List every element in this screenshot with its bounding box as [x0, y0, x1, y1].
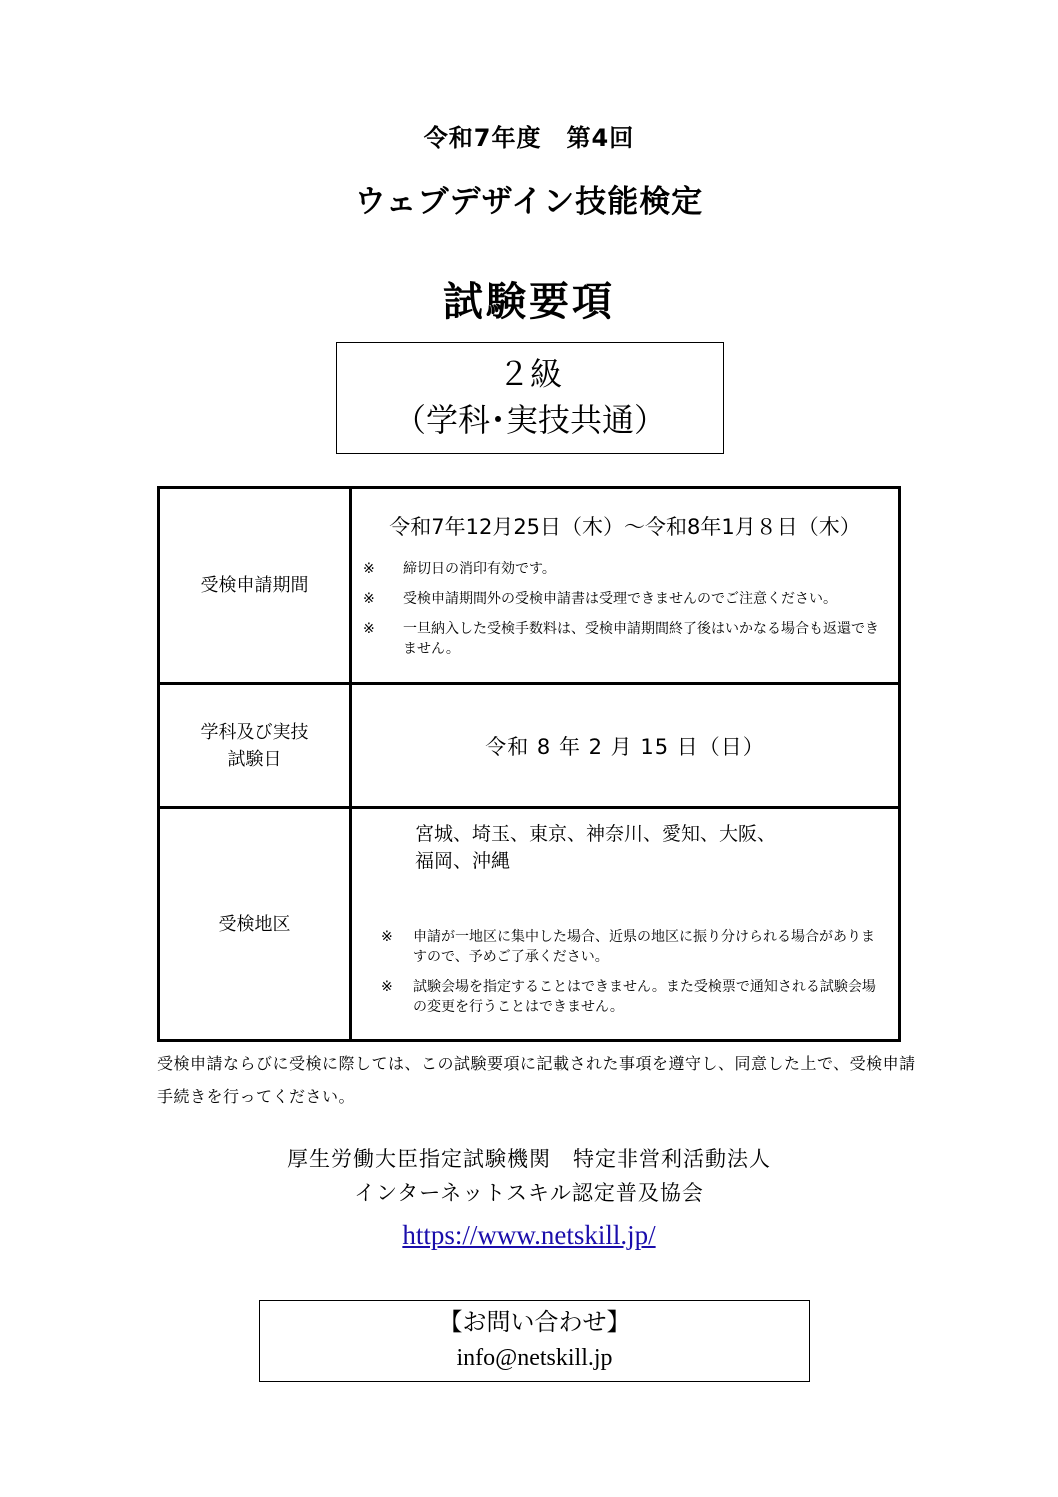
- application-period-dates: 令和7年12月25日（木）～令和8年1月８日（木）: [389, 514, 861, 539]
- note-text: 一旦納入した受検手数料は、受検申請期間終了後はいかなる場合も返還できません。: [403, 620, 879, 657]
- table-row-application: [159, 488, 900, 684]
- website-url-wrapper: [0, 1220, 1058, 1251]
- application-note: [363, 559, 883, 579]
- year-round-heading: 令和7年度 第4回: [423, 124, 635, 152]
- note-text: 申請が一地区に集中した場合、近県の地区に振り分けられる場合がありますので、予めご了承ください。: [413, 929, 875, 965]
- grade-box: [336, 342, 724, 454]
- table-row-areas: [159, 808, 900, 1041]
- areas-line2: 福岡、沖縄: [415, 850, 511, 872]
- document-title: 試験要項: [443, 279, 615, 325]
- note-text: 試験会場を指定することはできません。また受検票で通知される試験会場の変更を行うことはできません。: [413, 979, 876, 1015]
- areas-line1: 宮城、埼玉、東京、神奈川、愛知、大阪、: [415, 823, 777, 845]
- grade-label: ２級: [497, 355, 562, 393]
- exam-areas-cell: [351, 808, 900, 1041]
- contact-box: [259, 1300, 810, 1382]
- disclaimer-text: 受検申請ならびに受検に際しては、この試験要項に記載された事項を遵守し、同意した上で、受検申請手続きを行ってください。: [157, 1054, 916, 1106]
- exam-areas-label: 受検地区: [159, 808, 351, 1041]
- note-mark: ※: [381, 929, 393, 945]
- note-mark: ※: [363, 560, 375, 577]
- exam-date-label-line1: 学科及び実技: [200, 721, 309, 743]
- note-text: 受検申請期間外の受検申請書は受理できませんのでご注意ください。: [403, 590, 837, 607]
- table-row-exam-date: [159, 684, 900, 808]
- note-mark: ※: [363, 620, 375, 637]
- grade-subtitle: （学科･実技共通）: [393, 401, 666, 439]
- application-period-label: 受検申請期間: [159, 488, 351, 684]
- exam-areas-list: [415, 821, 897, 875]
- application-note: [363, 619, 883, 659]
- areas-note: [381, 927, 883, 967]
- note-mark: ※: [363, 590, 375, 607]
- organization-line2: インターネットスキル認定普及協会: [354, 1181, 704, 1205]
- website-link[interactable]: https://www.netskill.jp/: [402, 1220, 656, 1250]
- contact-heading: 【お問い合わせ】: [438, 1310, 631, 1336]
- exam-date-label: [159, 684, 351, 808]
- contact-email[interactable]: info@netskill.jp: [456, 1345, 613, 1371]
- exam-date-label-line2: 試験日: [227, 748, 282, 770]
- application-note: [363, 589, 883, 609]
- note-text: 締切日の消印有効です。: [403, 560, 556, 577]
- exam-info-table: [157, 486, 901, 1042]
- exam-date-cell: [351, 684, 900, 808]
- application-period-cell: [351, 488, 900, 684]
- areas-note: [381, 977, 883, 1017]
- exam-date-value: 令和 8 年 2 月 15 日（日）: [485, 734, 765, 759]
- note-mark: ※: [381, 979, 393, 995]
- exam-name-heading: ウェブデザイン技能検定: [354, 184, 704, 220]
- organization-line1: 厚生労働大臣指定試験機関 特定非営利活動法人: [287, 1147, 771, 1171]
